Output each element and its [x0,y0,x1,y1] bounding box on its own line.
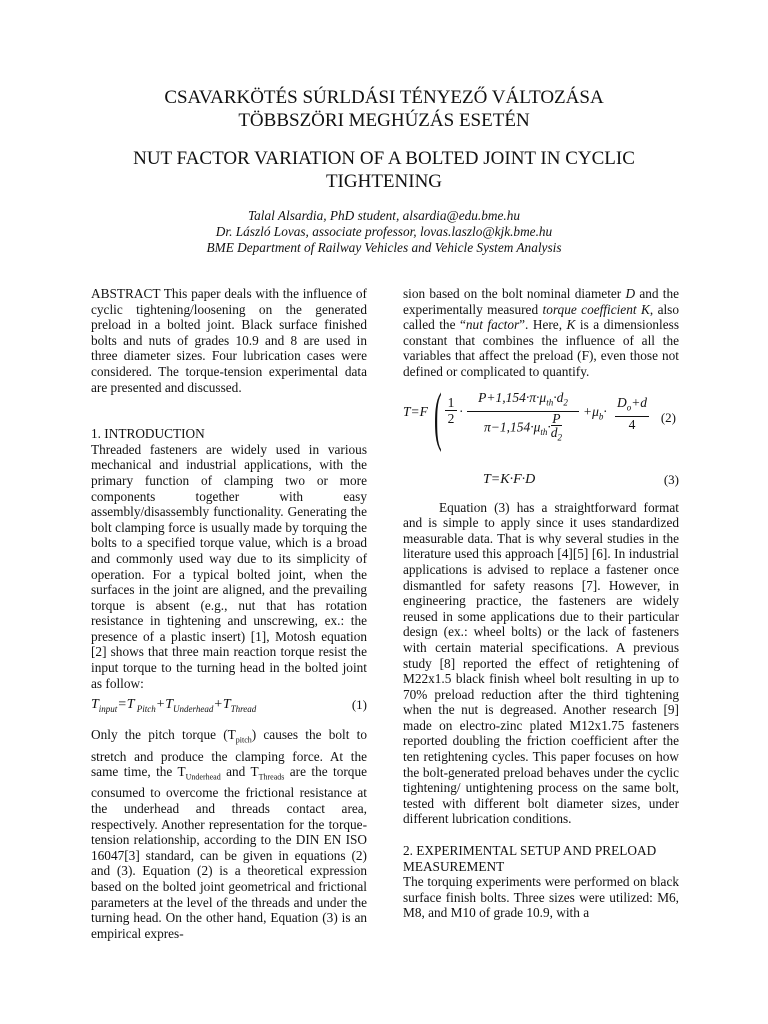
introduction-text: Threaded fasteners are widely used in various mechanical and industrial applications, with the primary function of clamping two or more components together with easy assembly/disassembly functionality. Generating the bolt clamping force is usually made by torquing the bolts to a specified torque value, which is a broad and commonly used way due to its simplicity of operation. For a typical bolted joint, when the surfaces in the joint are aligned, and the prevailing torque is absent (e.g., nut that has rotation resistance in tightening and unscrewing, ex.: the presence of a plastic insert) [1], Motosh equation [2] shows that three main reaction torque resist the input torque to the turning head in the bolted joint as follow: [91,441,367,691]
equation-3: T=K·F·D (3) [483,471,679,487]
equation-1-number: (1) [351,697,367,713]
equation-3-discussion: Equation (3) has a straightforward format and is simple to apply since it uses standardized measurable data. That is why several studies in the literature used this approach [4][5] [6]. In industrial applications is advised to replace a fastener once dismantled for safety reasons [7]. However, in engineering practice, the fasteners are widely reused in some applications due to their particular design (ex.: wheel bolts) or the lack of fasteners with certain material specifications. A previous study [8] reported the effect of retightening of M22x1.5 black finish wheel bolt resulting in up to 70% preload reduction after the third tightening when the nut is degreased. Another research [9] made on electro-zinc plated M12x1.75 fasteners reported doubling the friction coefficient after the ten retightening cycles. This paper focuses on how the bolt-generated preload behaves under the cyclic tightening/ untightening process on the same bolt, tested with different bolt diameter sizes, under different lubrication conditions. [403,499,679,827]
nut-factor-paragraph: sion based on the bolt nominal diameter D and the experimentally measured torque coefficient K, also called the “nut factor”. Here, K is a dimensionless constant that combines the influence of all the variables that affect the preload (F), even those not defined or complicated to quantify. [403,286,680,379]
title-hu-line2: TÖBBSZÖRI MEGHÚZÁS ESETÉN [238,110,530,131]
section-heading-experimental: 2. EXPERIMENTAL SETUP AND PRELOAD MEASUREMENT [403,843,657,874]
authors-block [0,208,768,256]
left-column [91,286,367,941]
title-block [0,86,768,256]
title-english [0,147,768,193]
pitch-torque-paragraph: Only the pitch torque $(T_{pitch})$ causes the bolt to stretch and produce the clamping force. At the same time, the $T_{Underhead}$ and $T_{Threads}$ are the torque consumed to overcome the frictional resistance at the underhead and threads contact area, respectively. Another representation for the torque-tension relationship, according to the DIN EN ISO 16047[3] standard, can be given in equations (2) and (3). Equation (2) is a theoretical expression based on the bolted joint geometrical and frictional parameters at the level of the threads and under the turning head. On the other hand, Equation (3) is an empirical expres- [91,727,368,941]
affiliation-line: BME Department of Railway Vehicles and Vehicle System Analysis [206,240,562,255]
equation-1: $T_{input}=T$ $_{Pitch}+T_{Underhead}+T_{Thread}$ (1) [91,697,367,715]
author-line: Talal Alsardia, PhD student, alsardia@edu.bme.hu [247,208,521,223]
equation-2: T=F ( 1 2 · $P+1,154\cdot\pi\cdot\mu_{th}\cdot d_2$ $\pi-1,154\cdot\mu_{th}\cdot P$ $d_2$ $+\mu_b\cdot$ $D_o+d$ 4 (2) [403,389,676,453]
title-hungarian [0,86,768,132]
equation-3-number: (3) [663,471,679,487]
experimental-setup-text: The torquing experiments were performed on black surface finish bolts. Three sizes were utilized: M6, M8, and M10 of grade 10.9, with a [403,874,679,921]
author-line: Dr. László Lovas, associate professor, lovas.laszlo@kjk.bme.hu [215,224,553,239]
right-column [403,286,679,921]
equation-2-number: (2) [660,409,676,425]
abstract: ABSTRACT This paper deals with the influence of cyclic tightening/loosening on the generated preload in a bolted joint. Black surface finished bolts and nuts of grades 10.9 and 8 are used in three diameter sizes. Four lubrication cases were considered. The torque-tension experimental data are presented and discussed. [91,286,367,395]
title-hu-line1: CSAVARKÖTÉS SÚRLDÁSI TÉNYEZŐ VÁLTOZÁSA [164,87,604,108]
section-heading-introduction: 1. INTRODUCTION [91,426,205,442]
title-en-line2: TIGHTENING [325,171,443,192]
title-en-line1: NUT FACTOR VARIATION OF A BOLTED JOINT IN CYCLIC [133,148,635,169]
